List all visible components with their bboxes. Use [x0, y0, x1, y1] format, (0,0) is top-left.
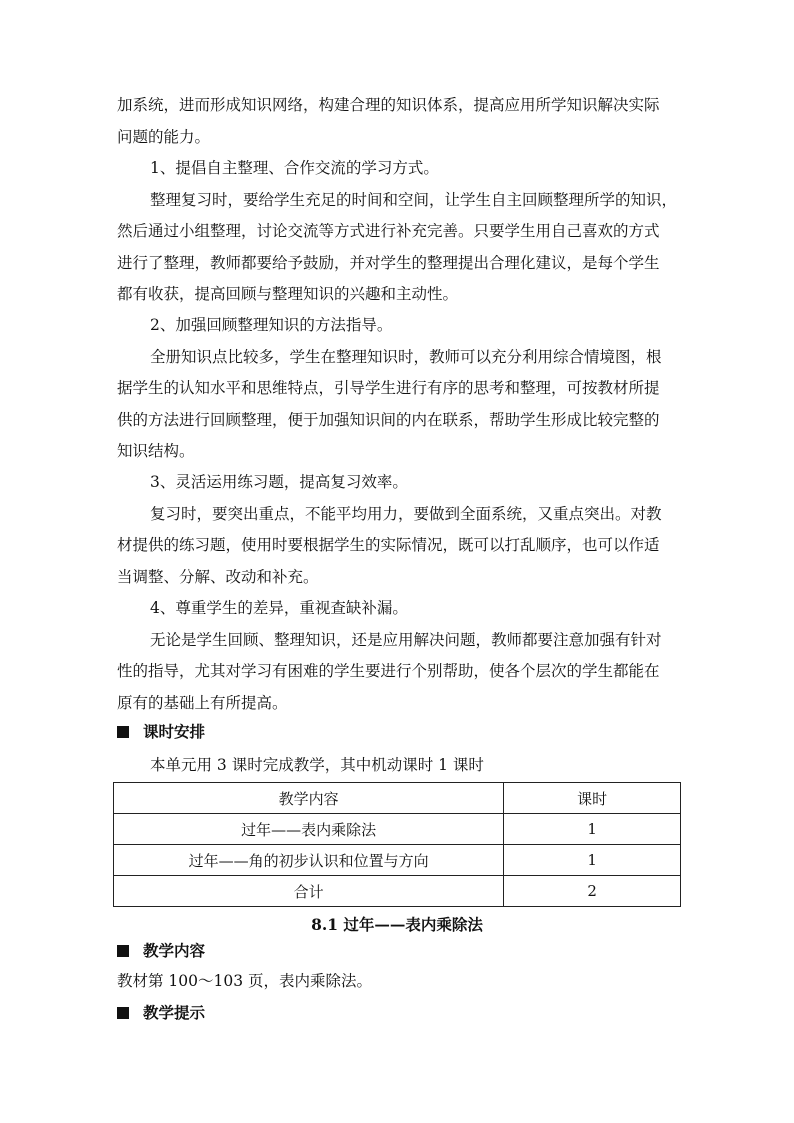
content-heading	[117, 935, 205, 966]
schedule-note	[117, 750, 680, 782]
text-line: 复习时，要突出重点，不能平均用力，要做到全面系统，又重点突出。对教	[150, 504, 662, 523]
table-row	[114, 876, 681, 907]
point-title: 3、灵活运用练习题，提高复习效率。	[150, 473, 408, 491]
content-text	[117, 966, 680, 998]
point-title: 2、加强回顾整理知识的方法指导。	[150, 316, 393, 334]
text-line: 据学生的认知水平和思维特点，引导学生进行有序的思考和整理，可按教材所提	[117, 379, 660, 397]
text-line: 进行了整理，教师都要给予鼓励，并对学生的整理提出合理化建议，是每个学生	[117, 253, 660, 272]
table-cell: 2	[504, 876, 681, 907]
text-line: 然后通过小组整理，讨论交流等方式进行补充完善。只要学生用自己喜欢的方式	[117, 222, 660, 240]
point-1	[117, 153, 680, 311]
text-line: 教材第 100～103 页，表内乘除法。	[117, 972, 373, 990]
text-line: 全册知识点比较多，学生在整理知识时，教师可以充分利用综合情境图，根	[150, 347, 662, 366]
square-bullet-icon	[117, 1007, 129, 1019]
hints-heading	[117, 997, 205, 1028]
text-line: 无论是学生回顾、整理知识，还是应用解决问题，教师都要注意加强有针对	[150, 630, 662, 649]
table-cell: 过年——角的初步认识和位置与方向	[114, 845, 504, 876]
point-4	[117, 593, 680, 719]
text-line: 知识结构。	[117, 442, 195, 460]
table-row	[114, 845, 681, 876]
point-3	[117, 467, 680, 593]
text-line: 加系统，进而形成知识网络，构建合理的知识体系，提高应用所学知识解决实际	[117, 96, 660, 114]
table-header-row	[114, 783, 681, 814]
table-cell: 1	[504, 845, 681, 876]
point-2	[117, 310, 680, 468]
intro-paragraph	[117, 90, 680, 153]
schedule-heading-text: 课时安排	[143, 722, 206, 741]
content-heading-text: 教学内容	[143, 941, 206, 960]
schedule-table	[113, 782, 681, 907]
schedule-heading	[117, 716, 205, 747]
table-cell: 过年——表内乘除法	[114, 814, 504, 845]
point-title: 4、尊重学生的差异，重视查缺补漏。	[150, 599, 408, 617]
point-title: 1、提倡自主整理、合作交流的学习方式。	[150, 159, 439, 177]
text-line: 供的方法进行回顾整理，便于加强知识间的内在联系，帮助学生形成比较完整的	[117, 410, 660, 429]
text-line: 原有的基础上有所提高。	[117, 693, 288, 712]
square-bullet-icon	[117, 726, 129, 738]
text-line: 材提供的练习题，使用时要根据学生的实际情况，既可以打乱顺序，也可以作适	[117, 536, 660, 554]
hints-heading-text: 教学提示	[143, 1003, 206, 1022]
square-bullet-icon	[117, 945, 129, 957]
text-line: 当调整、分解、改动和补充。	[117, 567, 319, 586]
table-header-cell: 教学内容	[114, 783, 504, 814]
text-line: 都有收获，提高回顾与整理知识的兴趣和主动性。	[117, 285, 459, 303]
table-row	[114, 814, 681, 845]
table-cell: 1	[504, 814, 681, 845]
text-line: 性的指导，尤其对学习有困难的学生要进行个别帮助，使各个层次的学生都能在	[117, 662, 660, 680]
text-line: 问题的能力。	[117, 127, 211, 146]
text-line: 整理复习时，要给学生充足的时间和空间，让学生自主回顾整理所学的知识，	[150, 190, 678, 209]
table-cell: 合计	[114, 876, 504, 907]
text-line: 本单元用 3 课时完成教学，其中机动课时 1 课时	[150, 756, 484, 774]
section-title: 8.1 过年——表内乘除法	[311, 915, 483, 934]
table-header-cell: 课时	[504, 783, 681, 814]
